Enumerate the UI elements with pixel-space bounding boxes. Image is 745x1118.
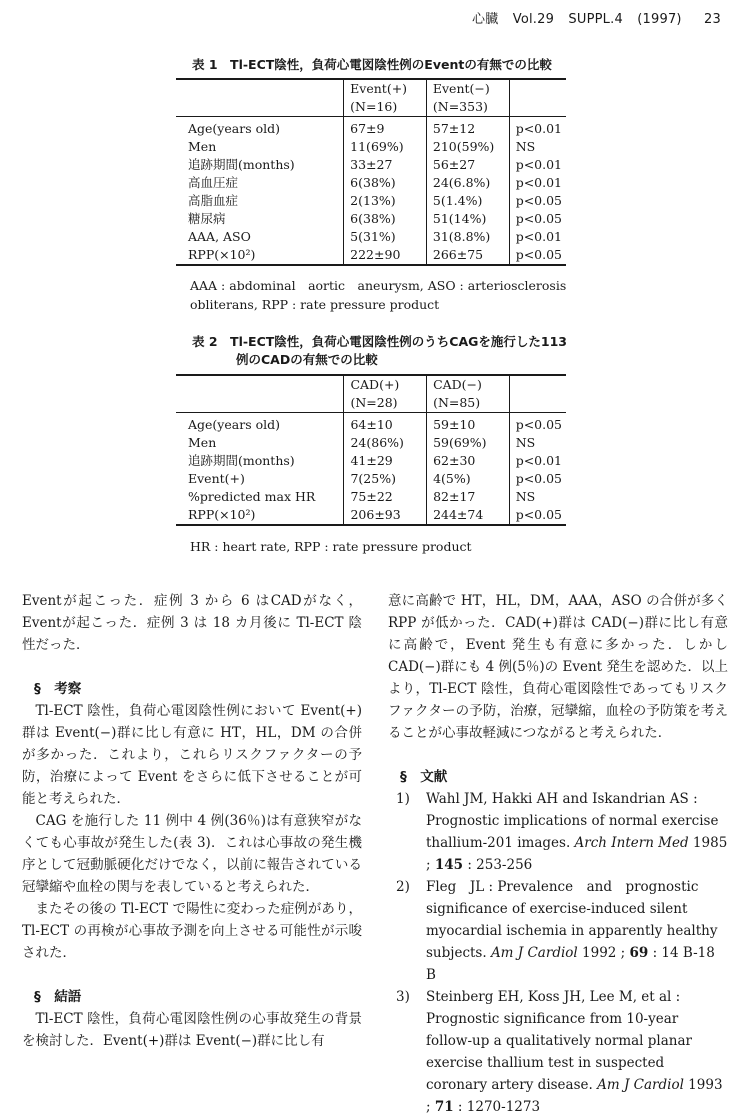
table-row: Age(years old) 67±9 57±12 p<0.01 <box>176 117 566 139</box>
discussion-paragraph: CAG を施行した 11 例中 4 例(36％)は有意狭窄がなくても心事故が発生した(表 3)．これは心事故の発生機序として冠動脈硬化だけでなく，以前に報告されている冠攣縮や血栓の関与を表していると考えられた． <box>22 813 362 895</box>
reference-item: 2) Fleg JL : Prevalence and prognostic significance of exercise-induced silent myocardial ischemia in apparently healthy subjects. Am J Cardiol 1992 ; 69 : 14 B-18 B <box>396 879 718 983</box>
conclusion-heading: § 結語 <box>34 989 82 1005</box>
table-row: AAA, ASO 5(31%) 31(8.8%) p<0.01 <box>176 228 566 246</box>
journal-volume: Vol.29 <box>512 12 555 27</box>
table2-col-header: CAD(+) (N=28) <box>344 375 427 413</box>
table1-caption: 表 1 Tl-ECT陰性，負荷心電図陰性例のEventの有無での比較 <box>192 57 552 72</box>
table1-col-header: Event(+) (N=16) <box>344 79 427 117</box>
page-number: 23 <box>704 12 721 27</box>
table1-col-header-p <box>509 79 566 117</box>
reference-item: 3) Steinberg EH, Koss JH, Lee M, et al : Prognostic significance from 10-year follow-up a qualitatively normal planar exercise thallium test in suspected coronary artery disease. Am J Cardiol 1993 ; 71 : 1270-1273 <box>396 989 723 1115</box>
table-row: 高脂血症 2(13%) 5(1.4%) p<0.05 <box>176 192 566 210</box>
table-row: 追跡期間(months) 41±29 62±30 p<0.01 <box>176 452 566 470</box>
conclusion-paragraph: Tl-ECT 陰性，負荷心電図陰性例の心事故発生の背景を検討した．Event(+)群は Event(−)群に比し有 <box>22 1011 362 1049</box>
table1-footnote: AAA : abdominal aortic aneurysm, ASO : arteriosclerosis obliterans, RPP : rate pressure product <box>190 278 567 312</box>
table2 <box>176 374 566 526</box>
reference-list <box>388 788 728 1118</box>
discussion-paragraph: またその後の Tl-ECT で陽性に変わった症例があり，Tl-ECT の再検が心事故予測を向上させる可能性が示唆された． <box>22 901 362 961</box>
table-row: RPP(×10²) 206±93 244±74 p<0.05 <box>176 506 566 525</box>
discussion-heading: § 考察 <box>34 681 82 697</box>
table-row: Men 11(69%) 210(59%) NS <box>176 138 566 156</box>
table-row: Men 24(86%) 59(69%) NS <box>176 434 566 452</box>
table2-footnote: HR : heart rate, RPP : rate pressure product <box>190 539 472 554</box>
table-row: 追跡期間(months) 33±27 56±27 p<0.01 <box>176 156 566 174</box>
table2-col-header-p <box>509 375 566 413</box>
references-heading: § 文献 <box>400 769 448 785</box>
table2-col-header: CAD(−) (N=85) <box>427 375 510 413</box>
table2-caption: 表 2 Tl-ECT陰性，負荷心電図陰性例のうちCAGを施行した113 例のCADの有無での比較 <box>192 334 567 367</box>
journal-year: (1997) <box>637 12 682 27</box>
journal-supplement: SUPPL.4 <box>568 12 623 27</box>
table-row: 糖尿病 6(38%) 51(14%) p<0.05 <box>176 210 566 228</box>
table-row: Event(+) 7(25%) 4(5%) p<0.05 <box>176 470 566 488</box>
journal-name: 心臓 <box>472 12 499 27</box>
right-column <box>388 590 728 1118</box>
left-column <box>22 590 362 1052</box>
discussion-paragraph: Tl-ECT 陰性，負荷心電図陰性例において Event(+)群は Event(−)群に比し有意に HT，HL，DM の合併が多かった．これより，これらリスクファクターの予防，治療によって Event をさらに低下させることが可能と考えられた． <box>22 703 362 807</box>
table-row: Age(years old) 64±10 59±10 p<0.05 <box>176 413 566 435</box>
table1-corner <box>176 79 344 117</box>
intro-paragraph: Eventが起こった．症例 3 から 6 はCADがなく，Eventが起こった．症例 3 は 18 カ月後に Tl-ECT 陰性だった． <box>22 593 362 653</box>
table-row: 高血圧症 6(38%) 24(6.8%) p<0.01 <box>176 174 566 192</box>
conclusion-continued: 意に高齢で HT，HL，DM，AAA，ASO の合併が多く RPP が低かった．CAD(+)群は CAD(−)群に比し有意に高齢で，Event 発生も有意に多かった．しかし CAD(−)群にも 4 例(5％)の Event 発生を認めた．以上より，Tl-ECT 陰性，負荷心電図陰性であってもリスクファクターの予防，治療，冠攣縮，血栓の予防策を考えることが心事故軽減につながると考えられた． <box>388 593 728 741</box>
table-row: RPP(×10²) 222±90 266±75 p<0.05 <box>176 246 566 265</box>
table1 <box>176 78 566 266</box>
running-header <box>462 8 721 27</box>
table1-col-header: Event(−) (N=353) <box>426 79 509 117</box>
reference-item: 1) Wahl JM, Hakki AH and Iskandrian AS : Prognostic implications of normal exercise thallium-201 images. Arch Intern Med 1985 ; 145 : 253-256 <box>396 791 728 873</box>
table-row: %predicted max HR 75±22 82±17 NS <box>176 488 566 506</box>
table2-corner <box>176 375 344 413</box>
